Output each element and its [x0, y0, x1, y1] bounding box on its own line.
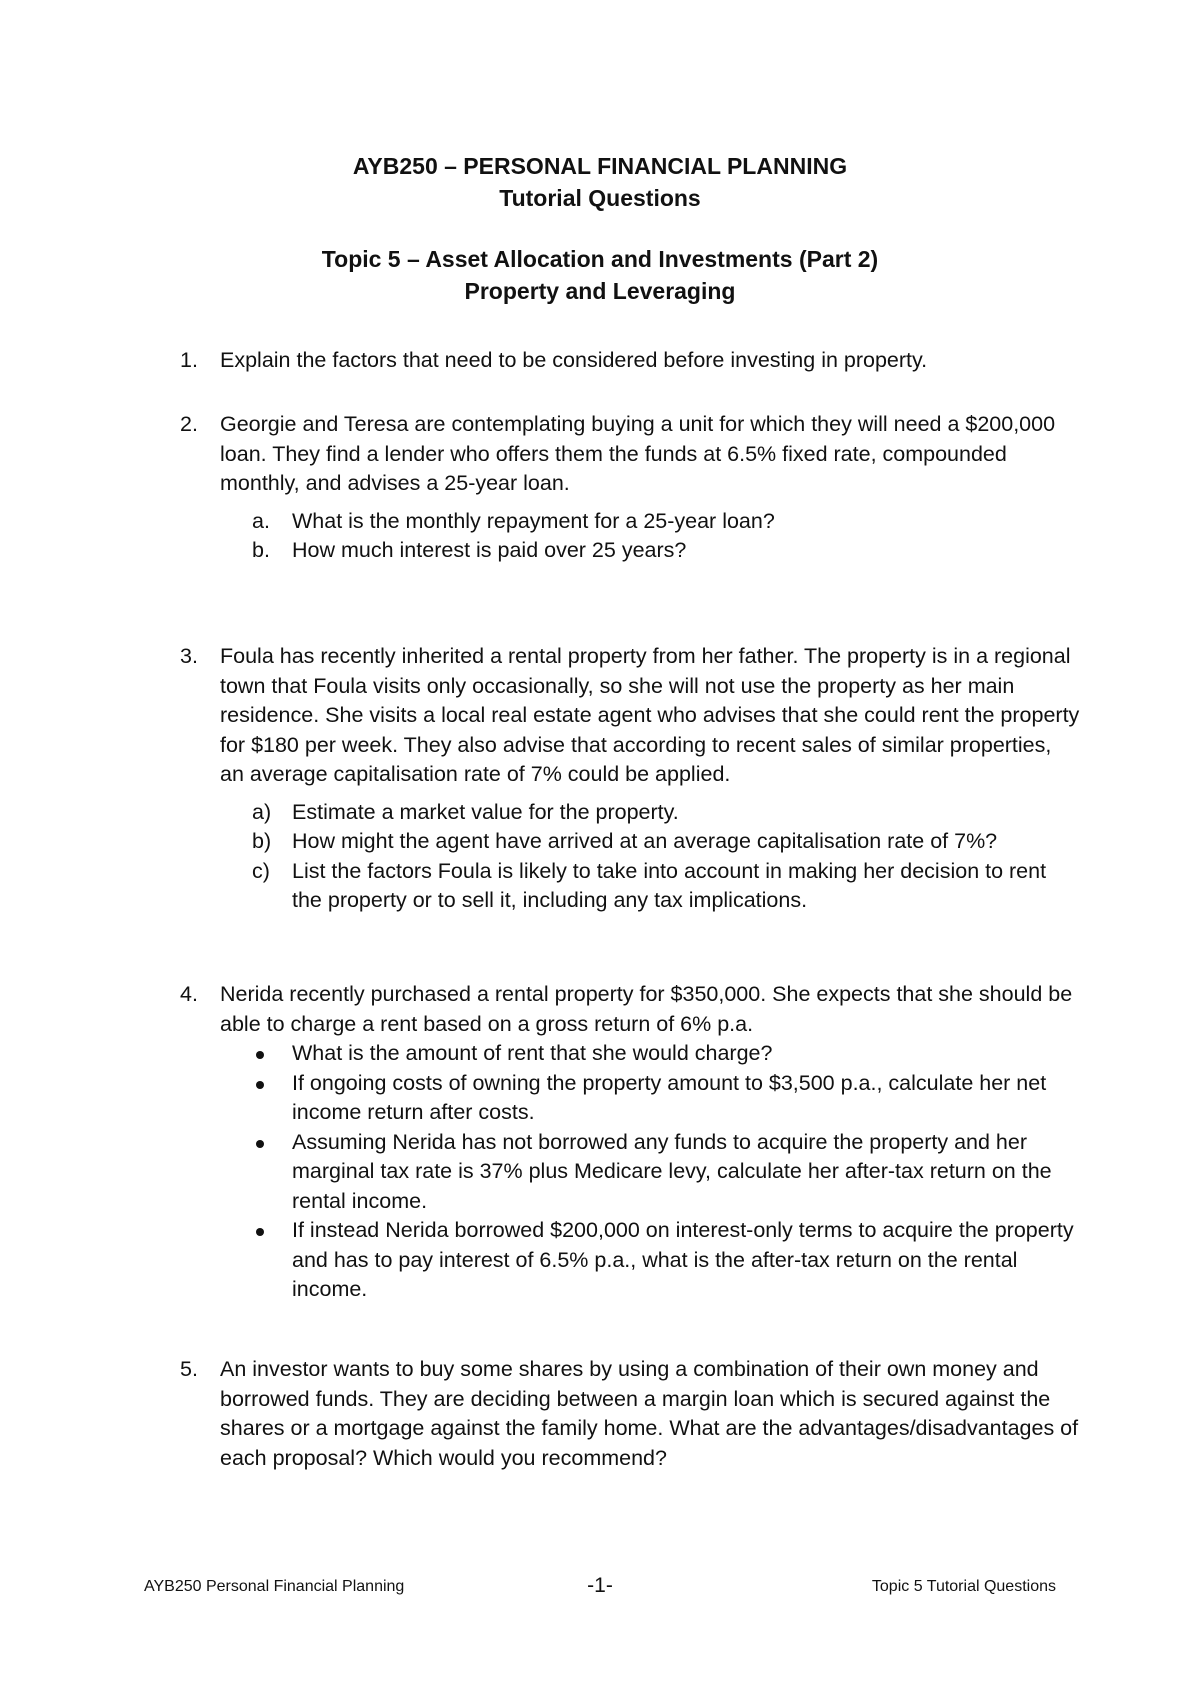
question-text: Explain the factors that need to be considered before investing in property. [220, 348, 928, 372]
sub-question-list [180, 507, 1080, 566]
question-text: An investor wants to buy some shares by using a combination of their own money and borrowed funds. They are deciding between a margin loan which is secured against the shares or a mortgage against the family home. What are the advantages/disadvantages of each proposal? Which would you recommend? [220, 1357, 1079, 1470]
bullet-icon [256, 1140, 264, 1148]
question-5 [180, 1355, 1080, 1473]
bullet-text: What is the amount of rent that she would charge? [292, 1041, 773, 1065]
bullet-icon [256, 1051, 264, 1059]
sub-question-text: List the factors Foula is likely to take into account in making her decision to rent the property or to sell it, including any tax implications. [292, 858, 1047, 912]
footer-topic: Topic 5 Tutorial Questions [871, 1578, 1056, 1595]
question-text: Foula has recently inherited a rental property from her father. The property is in a regional town that Foula visits only occasionally, so she will not use the property as her main residence. She visits a local real estate agent who advises that she could rent the property for $180 per week. They also advise that according to recent sales of similar properties, an average capitalisation rate of 7% could be applied. [220, 644, 1080, 786]
sub-question [220, 827, 1080, 857]
sub-question-text: How much interest is paid over 25 years? [292, 538, 687, 562]
sub-question [220, 507, 1080, 537]
question-2 [180, 410, 1080, 566]
sub-question-text: Estimate a market value for the property. [292, 799, 679, 824]
sub-question-list [180, 798, 1080, 916]
bullet-item [220, 1128, 1080, 1217]
bullet-item [220, 1069, 1080, 1128]
question-number: 2. [180, 412, 198, 436]
bullet-item [220, 1039, 1080, 1069]
question-number: 4. [180, 982, 198, 1006]
page-footer [144, 1574, 1056, 1602]
bullet-icon [256, 1228, 264, 1236]
question-text: Georgie and Teresa are contemplating buying a unit for which they will need a $200,000 loan. They find a lender who offers them the funds at 6.5% fixed rate, compounded monthly, and advises a 25-year loan. [220, 412, 1056, 495]
question-number: 3. [180, 644, 198, 668]
page-number: -1- [587, 1574, 613, 1597]
bullet-text: Assuming Nerida has not borrowed any funds to acquire the property and her marginal tax rate is 37% plus Medicare levy, calculate her after-tax return on the rental income. [292, 1129, 1052, 1213]
question-4 [180, 980, 1080, 1305]
sub-question-text: How might the agent have arrived at an average capitalisation rate of 7%? [292, 829, 998, 853]
bullet-text: If instead Nerida borrowed $200,000 on interest-only terms to acquire the property and has to pay interest of 6.5% p.a., what is the after-tax return on the rental income. [292, 1218, 1074, 1301]
course-title: AYB250 – PERSONAL FINANCIAL PLANNING [352, 153, 848, 179]
sub-question-marker: b. [252, 538, 270, 562]
sub-question-marker: a) [252, 799, 272, 824]
bullet-icon [256, 1081, 264, 1089]
topic-subtitle: Property and Leveraging [464, 278, 736, 304]
sub-question-marker: a. [252, 508, 270, 533]
sub-question-marker: c) [252, 858, 270, 883]
question-1 [180, 346, 1080, 376]
question-number: 5. [180, 1357, 198, 1381]
question-number: 1. [180, 348, 198, 372]
sub-question [220, 798, 1080, 828]
bullet-list [180, 1039, 1080, 1305]
sub-question-text: What is the monthly repayment for a 25-year loan? [292, 508, 775, 533]
bullet-item [220, 1216, 1080, 1305]
question-3 [180, 642, 1080, 916]
bullet-text: If ongoing costs of owning the property amount to $3,500 p.a., calculate her net income return after costs. [292, 1070, 1047, 1124]
document-subtitle: Tutorial Questions [499, 185, 701, 211]
question-text: Nerida recently purchased a rental property for $350,000. She expects that she should be able to charge a rent based on a gross return of 6% p.a. [220, 982, 1073, 1036]
sub-question [220, 536, 1080, 566]
topic-title: Topic 5 – Asset Allocation and Investments (Part 2) [321, 246, 879, 272]
sub-question-marker: b) [252, 829, 272, 853]
footer-course: AYB250 Personal Financial Planning [144, 1578, 405, 1595]
sub-question [220, 857, 1080, 916]
